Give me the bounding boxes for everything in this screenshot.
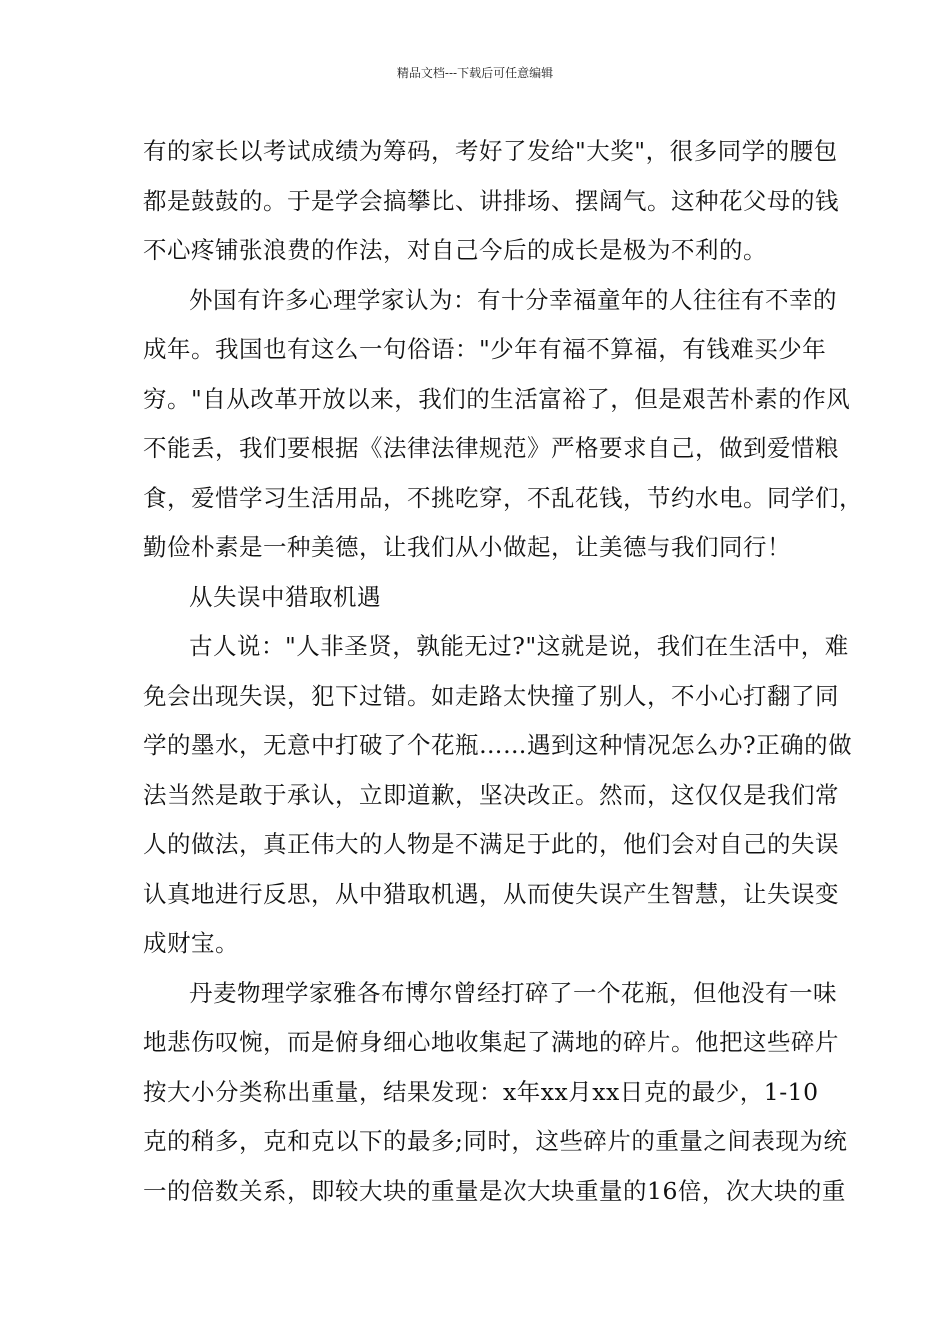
paragraph-line: 按大小分类称出重量，结果发现：x年xx月xx日克的最少，1-10 <box>143 1077 819 1106</box>
section-heading: 从失误中猎取机遇 <box>189 582 381 611</box>
paragraph-line: 不能丢，我们要根据《法律法律规范》严格要求自己，做到爱惜粮 <box>143 434 839 462</box>
paragraph-line: 学的墨水，无意中打破了个花瓶……遇到这种情况怎么办?正确的做 <box>143 731 853 759</box>
page-header: 精品文档---下载后可任意编辑 <box>396 66 554 80</box>
paragraph-line: 穷。"自从改革开放以来，我们的生活富裕了，但是艰苦朴素的作风 <box>143 384 851 413</box>
paragraph-line: 不心疼铺张浪费的作法，对自己今后的成长是极为不利的。 <box>143 236 767 264</box>
paragraph-line: 食，爱惜学习生活用品，不挑吃穿，不乱花钱，节约水电。同学们， <box>143 483 863 512</box>
paragraph-line: 外国有许多心理学家认为：有十分幸福童年的人往往有不幸的 <box>189 285 837 314</box>
paragraph-line: 成年。我国也有这么一句俗语："少年有福不算福，有钱难买少年 <box>143 335 827 363</box>
paragraph-line: 都是鼓鼓的。于是学会搞攀比、讲排场、摆阔气。这种花父母的钱 <box>143 186 839 215</box>
paragraph-line: 人的做法，真正伟大的人物是不满足于此的，他们会对自己的失误 <box>143 830 839 858</box>
paragraph-line: 有的家长以考试成绩为筹码，考好了发给"大奖"，很多同学的腰包 <box>143 137 838 165</box>
paragraph-line: 古人说："人非圣贤，孰能无过?"这就是说，我们在生活中，难 <box>189 632 849 660</box>
paragraph-line: 克的稍多，克和克以下的最多;同时，这些碎片的重量之间表现为统 <box>143 1127 848 1155</box>
paragraph-line: 法当然是敢于承认，立即道歉，坚决改正。然而，这仅仅是我们常 <box>143 780 839 809</box>
paragraph-line: 地悲伤叹惋，而是俯身细心地收集起了满地的碎片。他把这些碎片 <box>143 1028 839 1056</box>
paragraph-line: 认真地进行反思，从中猎取机遇，从而使失误产生智慧，让失误变 <box>143 879 839 908</box>
document-body <box>143 127 863 1216</box>
paragraph-line: 免会出现失误，犯下过错。如走路太快撞了别人，不小心打翻了同 <box>143 681 839 710</box>
paragraph-line: 成财宝。 <box>143 929 239 957</box>
paragraph-line: 丹麦物理学家雅各布博尔曾经打碎了一个花瓶，但他没有一味 <box>189 978 837 1007</box>
paragraph-line: 一的倍数关系，即较大块的重量是次大块重量的16倍，次大块的重 <box>143 1176 846 1205</box>
paragraph-line: 勤俭朴素是一种美德，让我们从小做起，让美德与我们同行！ <box>143 533 791 561</box>
